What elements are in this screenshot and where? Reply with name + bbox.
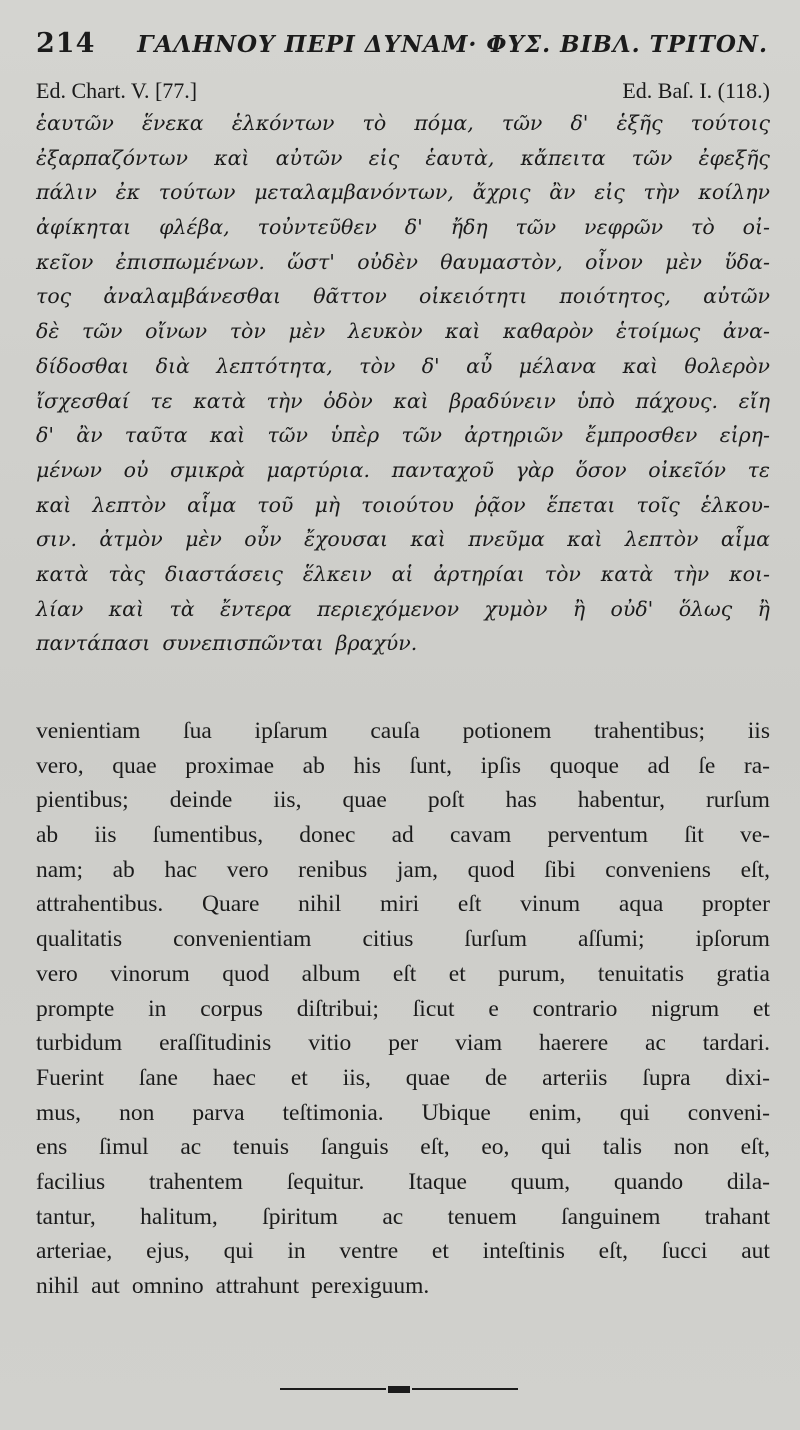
greek-text-line: δὲ τῶν οἴνων τὸν μὲν λευκὸν καὶ καθαρὸν ἑτοίμως ἀνα- xyxy=(36,319,770,344)
greek-text-line: μένων οὐ σμικρὰ μαρτύρια. πανταχοῦ γὰρ ὅσον οἰκεῖόν τε xyxy=(36,457,770,482)
greek-text-line: ἐξαρπαζόντων καὶ αὐτῶν εἰς ἑαυτὰ, κἄπειτα τῶν ἐφεξῆς xyxy=(36,145,770,170)
latin-text-line: arteriae, ejus, qui in ventre et inteſtinis eſt, ſucci aut xyxy=(36,1238,770,1265)
latin-text-block xyxy=(36,714,770,1304)
latin-text-line: ens ſimul ac tenuis ſanguis eſt, eo, qui talis non eſt, xyxy=(36,1134,770,1161)
greek-text-line: ἴσχεσθαί τε κατὰ τὴν ὁδὸν καὶ βραδύνειν ὑπὸ πάχους. εἴη xyxy=(36,388,770,413)
page-number: 214 xyxy=(36,28,96,59)
greek-text-line: παντάπασι συνεπισπῶνται βραχύν. xyxy=(36,631,418,656)
greek-text-line: σιν. ἀτμὸν μὲν οὖν ἔχουσαι καὶ πνεῦμα καὶ λεπτὸν αἷμα xyxy=(36,527,770,552)
latin-text-line: prompte in corpus diſtribui; ſicut e contrario nigrum et xyxy=(36,995,770,1022)
running-title: ΓΑΛΗΝΟΥ ΠΕΡΙ ΔΥΝΑΜ· ΦΥΣ. ΒΙΒΛ. ΤΡΙΤΟΝ. xyxy=(137,31,768,58)
ornament-rule-right xyxy=(412,1388,518,1390)
edition-right: Ed. Baſ. I. (118.) xyxy=(622,78,770,103)
latin-text-line: qualitatis convenientiam citius ſurſum aſſumi; ipſorum xyxy=(36,926,770,953)
greek-text-line: πάλιν ἐκ τούτων μεταλαμβανόντων, ἄχρις ἂν εἰς τὴν κοίλην xyxy=(36,180,770,205)
end-ornament xyxy=(280,1386,518,1392)
greek-text-line: καὶ λεπτὸν αἷμα τοῦ μὴ τοιούτου ῥᾷον ἕπεται τοῖς ἑλκου- xyxy=(36,492,770,517)
greek-text-line: κεῖον ἐπισπωμένων. ὥστ' οὐδὲν θαυμαστὸν, οἶνον μὲν ὕδα- xyxy=(36,249,770,274)
greek-text-line: τος ἀναλαμβάνεσθαι θᾶττον οἰκειότητι ποιότητος, αὐτῶν xyxy=(36,284,770,309)
greek-text-line: δ' ἂν ταῦτα καὶ τῶν ὑπὲρ τῶν ἀρτηριῶν ἔμπροσθεν εἰρη- xyxy=(36,423,770,448)
greek-text-line: κατὰ τὰς διαστάσεις ἕλκειν αἱ ἀρτηρίαι τὸν κατὰ τὴν κοι- xyxy=(36,561,770,586)
latin-text-line: Fuerint ſane haec et iis, quae de arteriis ſupra dixi- xyxy=(36,1064,770,1091)
ornament-center xyxy=(388,1386,410,1393)
greek-text-block xyxy=(36,106,770,661)
ornament-rule-left xyxy=(280,1388,386,1390)
latin-text-line: nam; ab hac vero renibus jam, quod ſibi conveniens eſt, xyxy=(36,856,770,883)
greek-text-line: ἀφίκηται φλέβα, τοὐντεῦθεν δ' ἤδη τῶν νεφρῶν τὸ οἰ- xyxy=(36,215,770,240)
latin-text-line: vero, quae proximae ab his ſunt, ipſis quoque ad ſe ra- xyxy=(36,752,770,779)
latin-text-line: attrahentibus. Quare nihil miri eſt vinum aqua propter xyxy=(36,891,770,918)
greek-text-line: ἑαυτῶν ἕνεκα ἑλκόντων τὸ πόμα, τῶν δ' ἑξῆς τούτοις xyxy=(36,111,770,135)
latin-text-line: ab iis ſumentibus, donec ad cavam perventum ſit ve- xyxy=(36,822,770,849)
latin-text-line: turbidum eraſſitudinis vitio per viam haerere ac tardari. xyxy=(36,1030,770,1057)
latin-text-line: vero vinorum quod album eſt et purum, tenuitatis gratia xyxy=(36,960,770,987)
page-header xyxy=(36,28,768,68)
latin-text-line: nihil aut omnino attrahunt perexiguum. xyxy=(36,1273,430,1299)
greek-text-line: δίδοσθαι διὰ λεπτότητα, τὸν δ' αὖ μέλανα καὶ θολερὸν xyxy=(36,353,770,378)
latin-text-line: tantur, halitum, ſpiritum ac tenuem ſanguinem trahant xyxy=(36,1203,770,1230)
latin-text-line: mus, non parva teſtimonia. Ubique enim, qui conveni- xyxy=(36,1099,770,1126)
greek-text-line: λίαν καὶ τὰ ἔντερα περιεχόμενον χυμὸν ἢ οὐδ' ὅλως ἢ xyxy=(36,596,770,621)
edition-references xyxy=(36,78,770,108)
edition-left: Ed. Chart. V. [77.] xyxy=(36,78,198,103)
latin-text-line: facilius trahentem ſequitur. Itaque quum, quando dila- xyxy=(36,1168,770,1195)
latin-text-line: pientibus; deinde iis, quae poſt has habentur, rurſum xyxy=(36,787,770,814)
latin-text-line: venientiam ſua ipſarum cauſa potionem trahentibus; iis xyxy=(36,718,770,744)
